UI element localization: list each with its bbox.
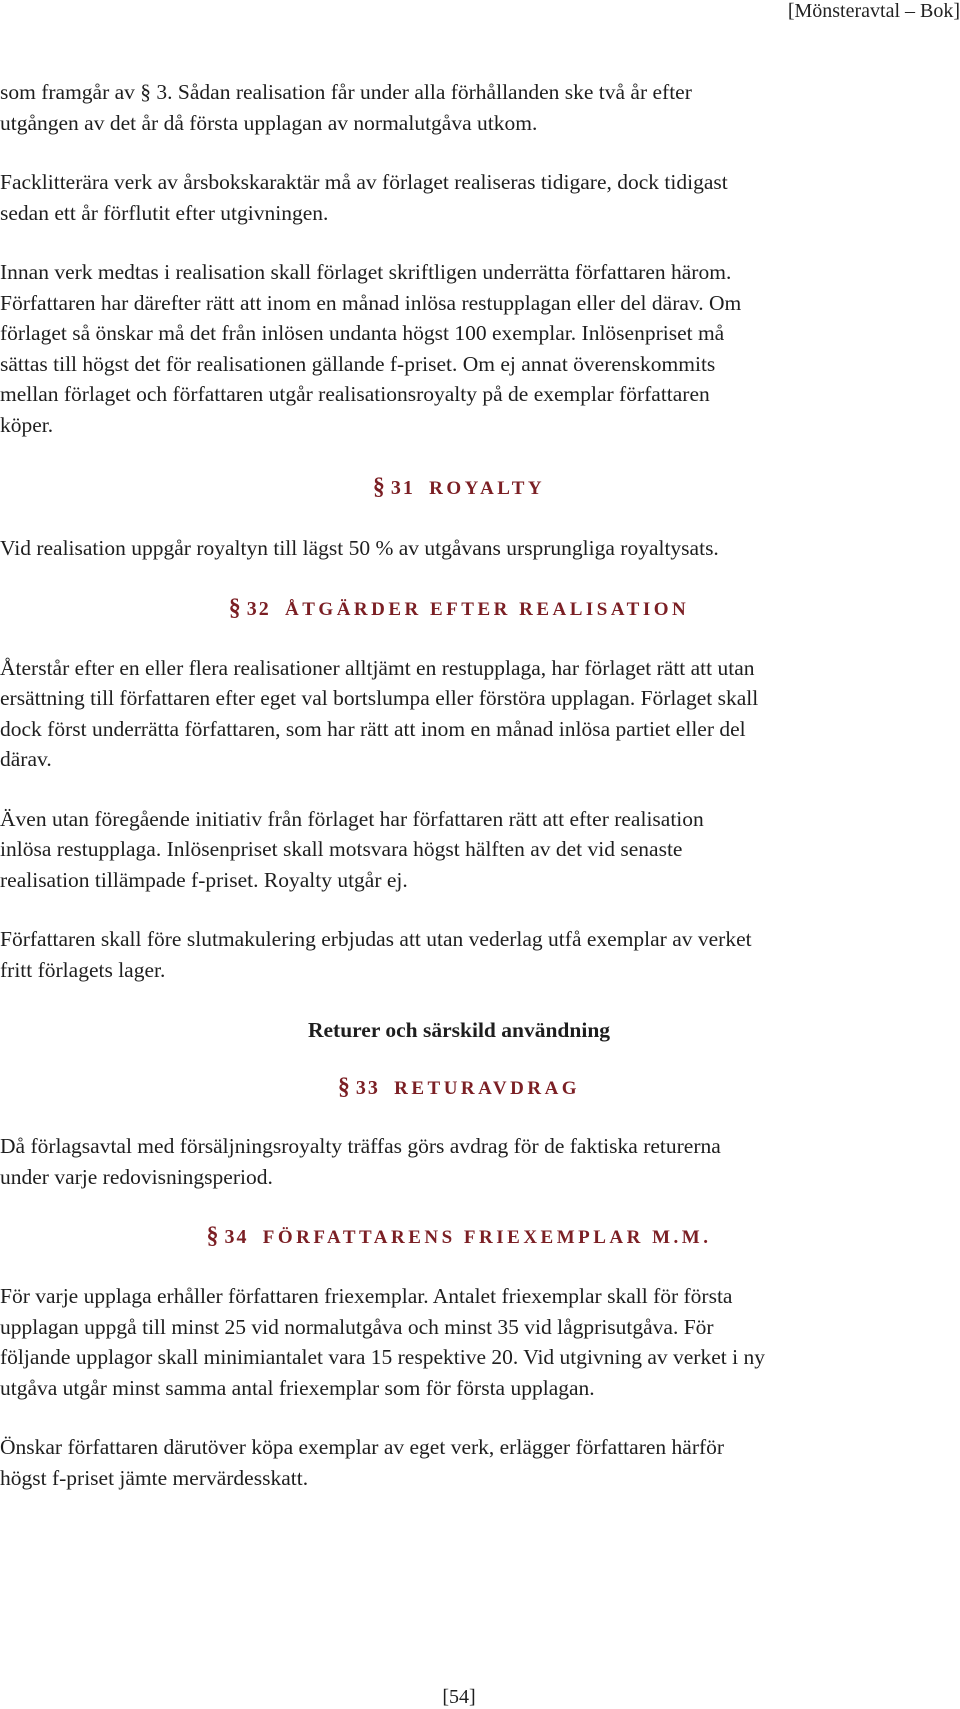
body-paragraph: Även utan föregående initiativ från förlaget har författaren rätt att efter realisation inlösa restupplaga. Inlösenpriset skall motsvara högst hälften av det vid senaste realisation tillämpade f-priset. Royalty utgår ej. xyxy=(0,806,704,892)
section-heading-32 xyxy=(0,595,918,623)
body-paragraph: Då förlagsavtal med försäljningsroyalty träffas görs avdrag för de faktiska returerna under varje redovisningsperiod. xyxy=(0,1134,721,1189)
subheading: Returer och särskild användning xyxy=(307,1018,611,1042)
section-symbol: § xyxy=(228,594,247,621)
body-paragraph: Vid realisation uppgår royaltyn till lägst 50 % av utgåvans ursprungliga royaltysats. xyxy=(0,536,719,560)
section-title: ÅTGÄRDER EFTER REALISATION xyxy=(285,598,690,620)
section-heading-31 xyxy=(0,474,918,502)
body-paragraph: som framgår av § 3. Sådan realisation får under alla förhållanden ske två år efter utgången av det år då första upplagan av normalutgåva utkom. xyxy=(0,80,692,135)
section-heading-33 xyxy=(0,1074,918,1102)
page-number: [54] xyxy=(442,1686,476,1708)
body-paragraph: Innan verk medtas i realisation skall förlaget skriftligen underrätta författaren härom. Författaren har därefter rätt att inom en månad inlösa restupplagan eller del därav. Om förlaget så önskar må det från inlösen undanta högst 100 exemplar. Inlösenpriset må sättas till högst det för realisationen gällande f-priset. Om ej annat överenskommits mellan förlaget och författaren utgår realisationsroyalty på de exemplar författaren köper. xyxy=(0,260,742,437)
section-title: ROYALTY xyxy=(429,478,546,499)
section-number: 32 xyxy=(246,597,271,620)
running-header: [Mönsteravtal – Bok] xyxy=(787,0,960,22)
section-title: FÖRFATTARENS FRIEXEMPLAR M.M. xyxy=(262,1227,712,1248)
body-paragraph: Facklitterära verk av årsbokskaraktär må av förlaget realiseras tidigare, dock tidigast sedan ett år förflutit efter utgivningen. xyxy=(0,170,728,225)
section-heading-34 xyxy=(0,1223,918,1251)
section-number: 31 xyxy=(390,477,415,499)
body-paragraph: Återstår efter en eller flera realisationer alltjämt en restupplaga, har förlaget rätt att utan ersättning till författaren efter eget val bortslumpa eller förstöra upplagan. Förlaget skall dock först underrätta författaren, som har rätt att inom en månad inlösa partiet eller del därav. xyxy=(0,655,759,771)
body-paragraph: För varje upplaga erhåller författaren friexemplar. Antalet friexemplar skall för första upplagan uppgå till minst 25 vid normalutgåva och minst 35 vid lågprisutgåva. För följande upplagor skall minimiantalet vara 15 respektive 20. Vid utgivning av verket i ny utgåva utgår minst samma antal friexemplar som för första upplagan. xyxy=(0,1284,765,1400)
section-symbol: § xyxy=(337,1074,356,1100)
section-title: RETURAVDRAG xyxy=(394,1078,581,1099)
section-symbol: § xyxy=(206,1223,225,1249)
section-symbol: § xyxy=(372,474,391,500)
page-body xyxy=(0,77,918,1493)
body-paragraph: Önskar författaren därutöver köpa exemplar av eget verk, erlägger författaren härför högst f-priset jämte mervärdesskatt. xyxy=(0,1435,725,1490)
body-paragraph: Författaren skall före slutmakulering erbjudas att utan vederlag utfå exemplar av verket fritt förlagets lager. xyxy=(0,927,752,982)
section-number: 33 xyxy=(355,1077,380,1099)
section-number: 34 xyxy=(224,1226,249,1248)
